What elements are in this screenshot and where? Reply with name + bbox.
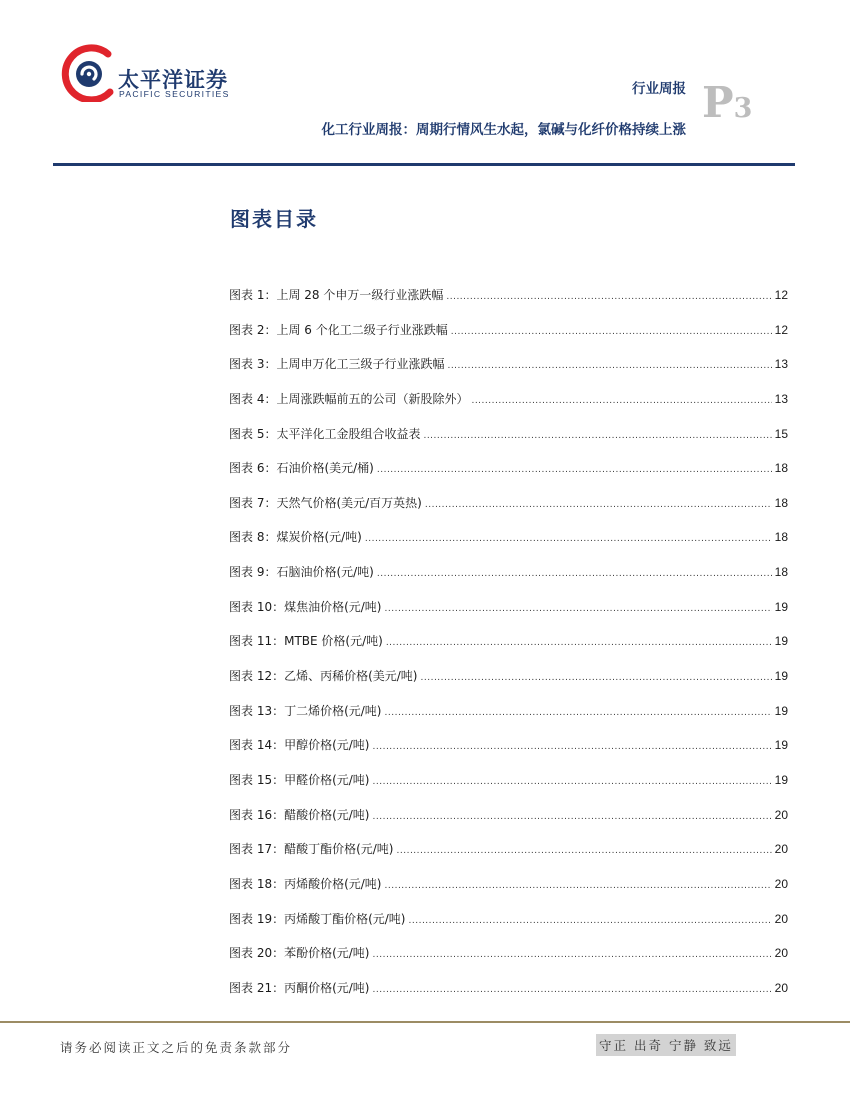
toc-entry[interactable] (229, 528, 788, 563)
report-type: 行业周报 (632, 81, 686, 97)
toc-entry-label[interactable]: 图表 18：丙烯酸价格(元/吨) (229, 876, 382, 891)
footer-divider (0, 1021, 850, 1023)
toc-entry-leader (373, 742, 772, 752)
toc-entry[interactable] (229, 459, 788, 494)
toc-entry-label[interactable]: 图表 14：甲醇价格(元/吨) (229, 738, 370, 753)
page-number (702, 78, 753, 127)
toc-entry-label[interactable]: 图表 17：醋酸丁酯价格(元/吨) (229, 842, 394, 857)
toc-entry-label[interactable]: 图表 15：甲醛价格(元/吨) (229, 772, 370, 787)
toc-entry-page[interactable]: 19 (774, 738, 788, 753)
toc-entry[interactable] (229, 840, 788, 875)
toc-entry[interactable] (229, 910, 788, 945)
toc-entry[interactable] (229, 286, 788, 321)
toc-entry-page[interactable]: 13 (774, 391, 788, 406)
toc-entry[interactable] (229, 355, 788, 390)
toc-entry-leader (425, 500, 772, 510)
toc-entry-leader (421, 673, 772, 683)
toc-entry-label[interactable]: 图表 2：上周 6 个化工二级子行业涨跌幅 (229, 322, 448, 337)
toc-entry-page[interactable]: 20 (774, 876, 788, 891)
toc-entry-label[interactable]: 图表 5：太平洋化工金股组合收益表 (229, 426, 421, 441)
toc-entry[interactable] (229, 806, 788, 841)
toc-entry-leader (377, 465, 772, 475)
toc-entry-page[interactable]: 20 (774, 946, 788, 961)
toc-entry-page[interactable]: 19 (774, 703, 788, 718)
toc-entry[interactable] (229, 771, 788, 806)
toc-entry-leader (447, 361, 771, 371)
toc-entry-leader (471, 396, 771, 406)
toc-list (229, 286, 788, 1013)
toc-entry[interactable] (229, 944, 788, 979)
toc-entry[interactable] (229, 321, 788, 356)
toc-entry-label[interactable]: 图表 1：上周 28 个申万一级行业涨跌幅 (229, 288, 444, 302)
toc-entry[interactable] (229, 979, 788, 1014)
toc-entry-leader (451, 327, 772, 337)
toc-entry[interactable] (229, 494, 788, 529)
toc-entry-leader (409, 916, 772, 926)
toc-entry-leader (386, 638, 772, 648)
toc-entry-label[interactable]: 图表 6：石油价格(美元/桶) (229, 461, 374, 476)
toc-entry-page[interactable]: 18 (774, 495, 788, 510)
toc-entry-label[interactable]: 图表 16：醋酸价格(元/吨) (229, 807, 370, 822)
toc-entry-page[interactable]: 20 (774, 980, 788, 995)
report-title: 化工行业周报：周期行情风生水起，氯碱与化纤价格持续上涨 (321, 122, 686, 138)
toc-entry-label[interactable]: 图表 20：苯酚价格(元/吨) (229, 946, 370, 961)
toc-entry-leader (397, 846, 772, 856)
toc-entry-page[interactable]: 12 (774, 322, 788, 337)
footer-disclaimer: 请务必阅读正文之后的免责条款部分 (60, 1040, 293, 1055)
toc-heading: 图表目录 (230, 207, 318, 231)
toc-entry-leader (373, 950, 772, 960)
toc-entry-page[interactable]: 12 (774, 288, 788, 302)
toc-entry[interactable] (229, 425, 788, 460)
pacific-securities-logo-icon (60, 44, 118, 102)
toc-entry-page[interactable]: 18 (774, 530, 788, 545)
toc-entry[interactable] (229, 736, 788, 771)
toc-entry-label[interactable]: 图表 11：MTBE 价格(元/吨) (229, 634, 383, 649)
toc-entry[interactable] (229, 598, 788, 633)
toc-entry-leader (385, 708, 772, 718)
toc-entry-leader (385, 881, 772, 891)
footer-motto: 守正 出奇 宁静 致远 (596, 1034, 736, 1056)
toc-entry-label[interactable]: 图表 3：上周申万化工三级子行业涨跌幅 (229, 357, 445, 372)
toc-entry[interactable] (229, 702, 788, 737)
toc-entry-leader (446, 292, 771, 302)
toc-entry-label[interactable]: 图表 13：丁二烯价格(元/吨) (229, 703, 382, 718)
toc-entry[interactable] (229, 875, 788, 910)
page-number-digit: 3 (733, 93, 753, 124)
toc-entry-leader (373, 985, 772, 995)
toc-entry[interactable] (229, 667, 788, 702)
toc-entry-label[interactable]: 图表 9：石脑油价格(元/吨) (229, 565, 374, 580)
toc-entry-leader (385, 604, 772, 614)
header-divider (53, 163, 795, 166)
toc-entry-label[interactable]: 图表 8：煤炭价格(元/吨) (229, 530, 362, 545)
toc-entry-leader (423, 431, 771, 441)
page-letter: P (702, 78, 734, 127)
toc-entry-leader (373, 812, 772, 822)
toc-entry[interactable] (229, 563, 788, 598)
toc-entry-page[interactable]: 18 (774, 461, 788, 476)
toc-entry-label[interactable]: 图表 4：上周涨跌幅前五的公司（新股除外） (229, 391, 469, 406)
toc-entry-page[interactable]: 20 (774, 842, 788, 857)
logo-wordmark-cn: 太平洋证券 (118, 68, 228, 92)
toc-entry-page[interactable]: 19 (774, 599, 788, 614)
toc-entry-page[interactable]: 19 (774, 772, 788, 787)
toc-entry[interactable] (229, 390, 788, 425)
toc-entry-page[interactable]: 20 (774, 911, 788, 926)
toc-entry-page[interactable]: 18 (774, 565, 788, 580)
toc-entry-label[interactable]: 图表 10：煤焦油价格(元/吨) (229, 599, 382, 614)
toc-entry-label[interactable]: 图表 7：天然气价格(美元/百万英热) (229, 495, 422, 510)
toc-entry-leader (377, 569, 772, 579)
toc-entry-page[interactable]: 19 (774, 634, 788, 649)
toc-entry-page[interactable]: 19 (774, 669, 788, 684)
toc-entry-label[interactable]: 图表 21：丙酮价格(元/吨) (229, 980, 370, 995)
toc-entry[interactable] (229, 632, 788, 667)
toc-entry-page[interactable]: 15 (774, 426, 788, 441)
toc-entry-page[interactable]: 13 (774, 357, 788, 372)
toc-entry-leader (373, 777, 772, 787)
toc-entry-label[interactable]: 图表 12：乙烯、丙稀价格(美元/吨) (229, 669, 418, 684)
toc-entry-leader (365, 534, 772, 544)
logo-wordmark-en: PACIFIC SECURITIES (119, 89, 230, 99)
toc-entry-page[interactable]: 20 (774, 807, 788, 822)
toc-entry-label[interactable]: 图表 19：丙烯酸丁酯价格(元/吨) (229, 911, 406, 926)
